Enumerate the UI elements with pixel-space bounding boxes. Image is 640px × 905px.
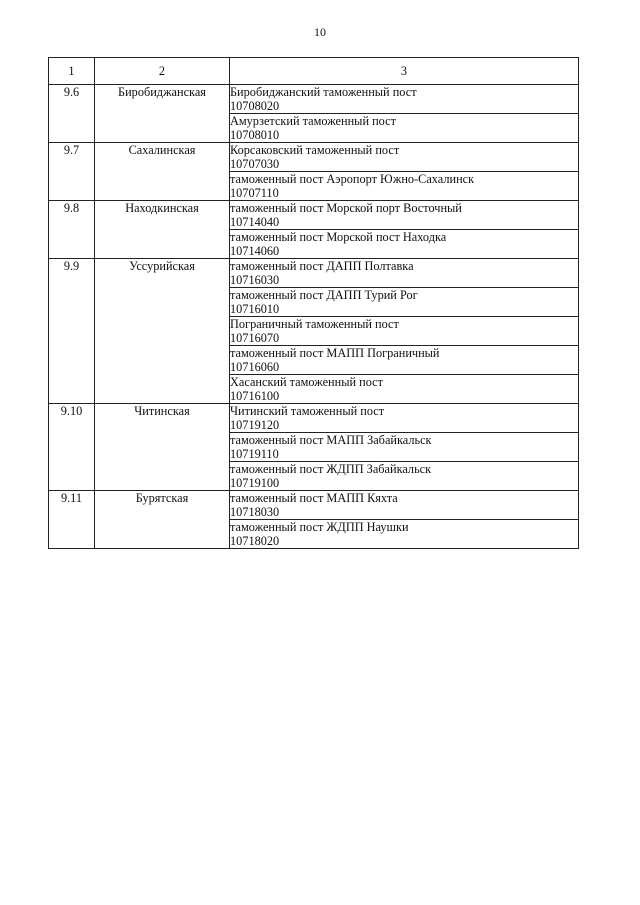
customs-post-title: таможенный пост ДАПП Полтавка [230,259,414,273]
customs-post-title: Хасанский таможенный пост [230,375,383,389]
customs-post-code: 10719110 [230,447,279,461]
customs-post-title: таможенный пост ДАПП Турий Рог [230,288,418,302]
customs-post-code: 10716070 [230,331,280,345]
row-number-cell: 9.7 [49,143,95,201]
table-row [49,85,579,114]
customs-post-code: 10708020 [230,99,280,113]
table-body [49,58,579,549]
customs-office-name-cell: Бурятская [95,491,230,549]
row-number-cell: 9.11 [49,491,95,549]
customs-post-cell [230,491,579,520]
customs-post-cell [230,346,579,375]
customs-post-code: 10719120 [230,418,280,432]
customs-post-code: 10708010 [230,128,280,142]
customs-post-title: таможенный пост Аэропорт Южно-Сахалинск [230,172,475,186]
table-header-row [49,58,579,85]
customs-post-title: Амурзетский таможенный пост [230,114,396,128]
customs-post-title: таможенный пост МАПП Кяхта [230,491,398,505]
header-cell-1: 1 [49,58,95,85]
customs-post-title: таможенный пост ЖДПП Наушки [230,520,409,534]
header-cell-3: 3 [230,58,579,85]
customs-post-code: 10716030 [230,273,280,287]
customs-post-cell [230,259,579,288]
customs-post-cell [230,230,579,259]
table-row [49,491,579,520]
customs-post-code: 10718020 [230,534,280,548]
customs-posts-table [48,57,579,549]
customs-post-code: 10716010 [230,302,280,316]
customs-post-code: 10714040 [230,215,280,229]
customs-post-title: таможенный пост МАПП Пограничный [230,346,440,360]
customs-post-cell [230,201,579,230]
customs-office-name-cell: Читинская [95,404,230,491]
customs-post-cell [230,404,579,433]
table-row [49,259,579,288]
row-number-cell: 9.10 [49,404,95,491]
customs-post-cell [230,288,579,317]
page-number: 10 [314,25,326,39]
customs-post-cell [230,433,579,462]
row-number-cell: 9.6 [49,85,95,143]
customs-post-title: Корсаковский таможенный пост [230,143,400,157]
customs-post-code: 10716060 [230,360,280,374]
customs-post-title: таможенный пост ЖДПП Забайкальск [230,462,432,476]
row-number-cell: 9.8 [49,201,95,259]
customs-post-title: Читинский таможенный пост [230,404,385,418]
customs-post-cell [230,172,579,201]
customs-post-cell [230,317,579,346]
customs-post-cell [230,375,579,404]
customs-post-cell [230,85,579,114]
customs-post-code: 10707030 [230,157,280,171]
customs-post-title: таможенный пост МАПП Забайкальск [230,433,432,447]
customs-post-cell [230,114,579,143]
customs-post-cell [230,143,579,172]
row-number-cell: 9.9 [49,259,95,404]
customs-post-code: 10707110 [230,186,279,200]
customs-post-title: таможенный пост Морской пост Находка [230,230,447,244]
customs-office-name-cell: Находкинская [95,201,230,259]
table-row [49,201,579,230]
customs-post-cell [230,462,579,491]
customs-post-code: 10719100 [230,476,280,490]
customs-office-name-cell: Уссурийская [95,259,230,404]
customs-post-cell [230,520,579,549]
customs-post-title: Биробиджанский таможенный пост [230,85,417,99]
customs-post-title: таможенный пост Морской порт Восточный [230,201,462,215]
table-row [49,404,579,433]
customs-post-code: 10714060 [230,244,280,258]
header-cell-2: 2 [95,58,230,85]
customs-office-name-cell: Сахалинская [95,143,230,201]
customs-office-name-cell: Биробиджанская [95,85,230,143]
table-row [49,143,579,172]
customs-post-code: 10718030 [230,505,280,519]
customs-post-title: Пограничный таможенный пост [230,317,399,331]
customs-post-code: 10716100 [230,389,280,403]
